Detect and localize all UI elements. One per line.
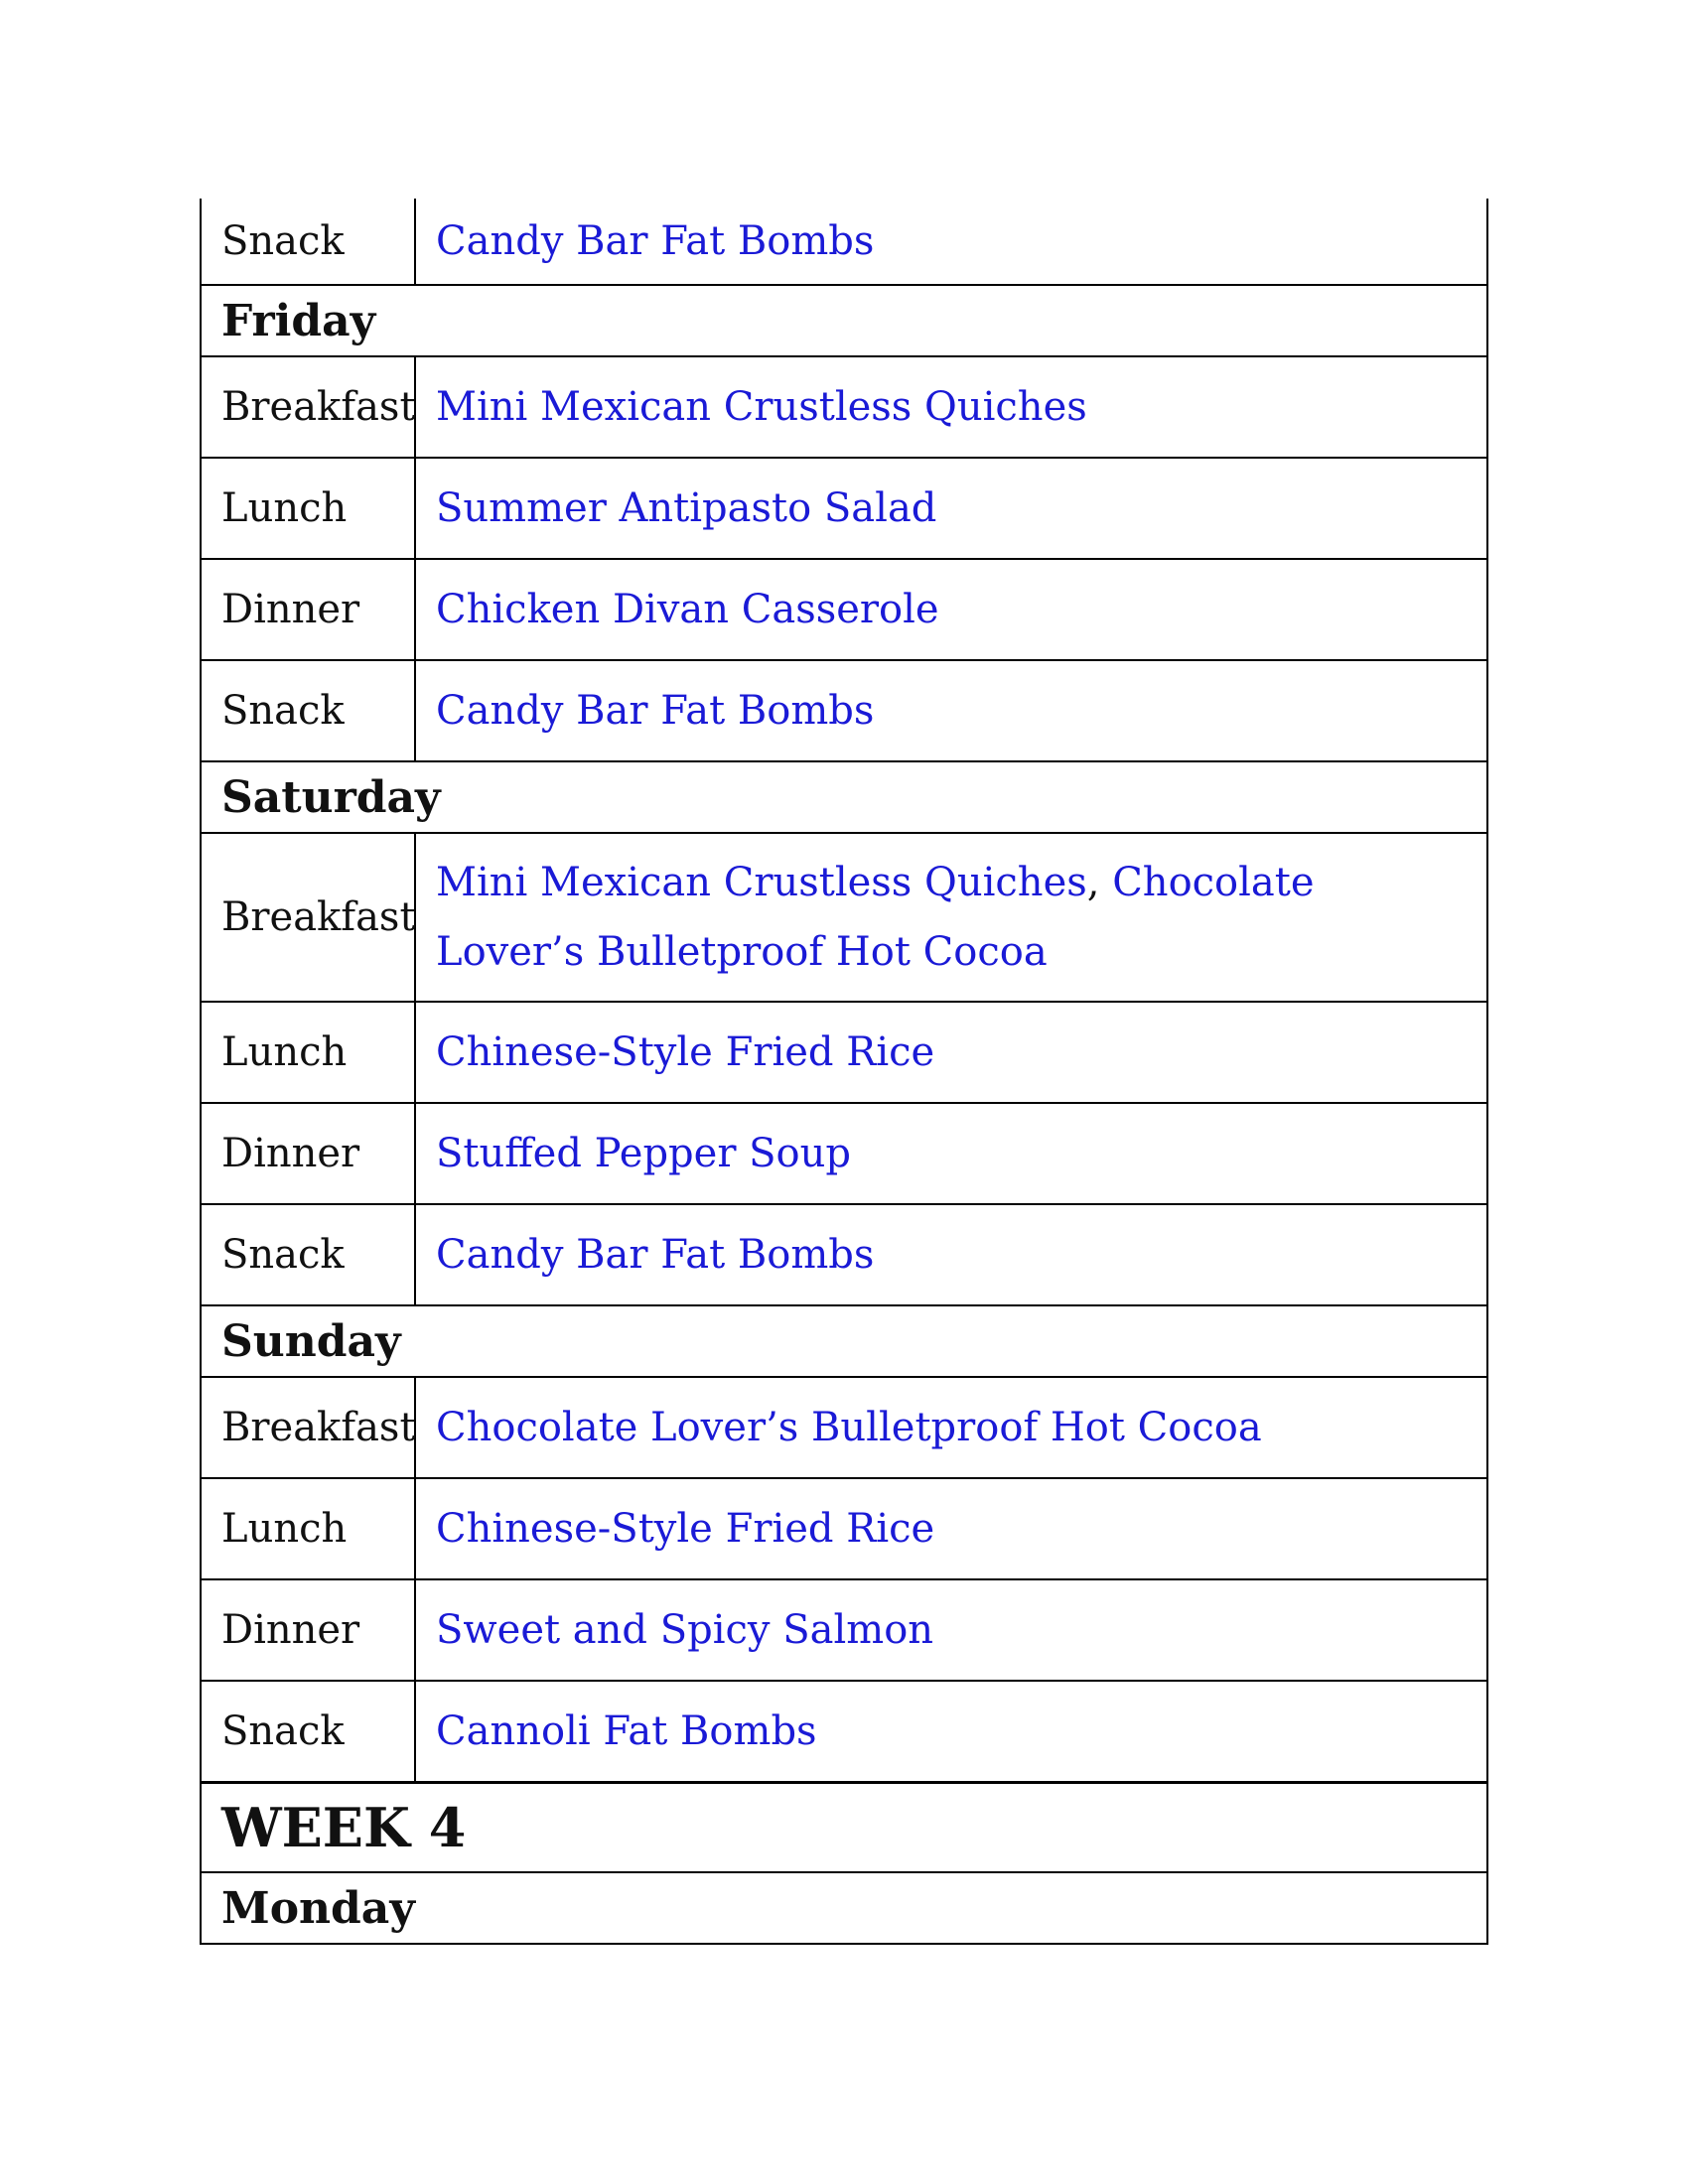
recipe-link[interactable]: Candy Bar Fat Bombs (436, 218, 875, 264)
meal-row (201, 1204, 1487, 1305)
day-heading: Friday (201, 285, 1487, 356)
meal-label: Snack (201, 1681, 415, 1783)
day-row (201, 285, 1487, 356)
meal-recipes (415, 660, 1487, 761)
recipe-link[interactable]: Cannoli Fat Bombs (436, 1708, 817, 1754)
week-row (201, 1783, 1487, 1873)
meal-label: Dinner (201, 1579, 415, 1681)
recipe-link[interactable]: Chinese-Style Fried Rice (436, 1029, 935, 1075)
day-row (201, 1872, 1487, 1944)
meal-label: Dinner (201, 559, 415, 660)
recipe-separator: , (1086, 860, 1113, 905)
meal-recipes (415, 833, 1487, 1002)
meal-plan-table (200, 199, 1488, 1945)
meal-label: Snack (201, 660, 415, 761)
meal-label: Lunch (201, 1478, 415, 1579)
recipe-link[interactable]: Chicken Divan Casserole (436, 587, 939, 632)
meal-label: Snack (201, 199, 415, 285)
recipe-link[interactable]: Chinese-Style Fried Rice (436, 1506, 935, 1552)
meal-recipes (415, 1103, 1487, 1204)
meal-row (201, 1579, 1487, 1681)
meal-row (201, 199, 1487, 285)
week-heading: WEEK 4 (201, 1783, 1487, 1873)
meal-row (201, 660, 1487, 761)
meal-row (201, 1002, 1487, 1103)
meal-label: Breakfast (201, 1377, 415, 1478)
recipe-link[interactable]: Stuffed Pepper Soup (436, 1131, 852, 1176)
meal-row (201, 1377, 1487, 1478)
meal-recipes (415, 458, 1487, 559)
recipe-link[interactable]: Candy Bar Fat Bombs (436, 1232, 875, 1278)
recipe-link[interactable]: Chocolate Lover’s Bulletproof Hot Cocoa (436, 860, 1315, 975)
meal-plan-body (201, 199, 1487, 1944)
recipe-link[interactable]: Candy Bar Fat Bombs (436, 688, 875, 734)
meal-label: Lunch (201, 458, 415, 559)
meal-label: Dinner (201, 1103, 415, 1204)
day-heading: Monday (201, 1872, 1487, 1944)
meal-recipes (415, 1377, 1487, 1478)
meal-row (201, 1681, 1487, 1783)
meal-recipes (415, 1002, 1487, 1103)
recipe-link[interactable]: Sweet and Spicy Salmon (436, 1607, 934, 1653)
meal-recipes (415, 1579, 1487, 1681)
meal-recipes (415, 356, 1487, 458)
meal-recipes (415, 1681, 1487, 1783)
recipe-link[interactable]: Mini Mexican Crustless Quiches (436, 384, 1087, 430)
meal-row (201, 1478, 1487, 1579)
meal-recipes (415, 559, 1487, 660)
meal-label: Breakfast (201, 833, 415, 1002)
meal-row (201, 1103, 1487, 1204)
meal-recipes (415, 1478, 1487, 1579)
meal-row (201, 559, 1487, 660)
meal-label: Lunch (201, 1002, 415, 1103)
day-row (201, 1305, 1487, 1377)
recipe-link[interactable]: Summer Antipasto Salad (436, 485, 937, 531)
meal-recipes (415, 199, 1487, 285)
day-heading: Sunday (201, 1305, 1487, 1377)
meal-row (201, 458, 1487, 559)
meal-recipes (415, 1204, 1487, 1305)
day-heading: Saturday (201, 761, 1487, 833)
recipe-link[interactable]: Chocolate Lover’s Bulletproof Hot Cocoa (436, 1405, 1262, 1450)
meal-label: Breakfast (201, 356, 415, 458)
meal-row (201, 356, 1487, 458)
meal-row (201, 833, 1487, 1002)
recipe-link[interactable]: Mini Mexican Crustless Quiches (436, 860, 1087, 905)
meal-label: Snack (201, 1204, 415, 1305)
day-row (201, 761, 1487, 833)
